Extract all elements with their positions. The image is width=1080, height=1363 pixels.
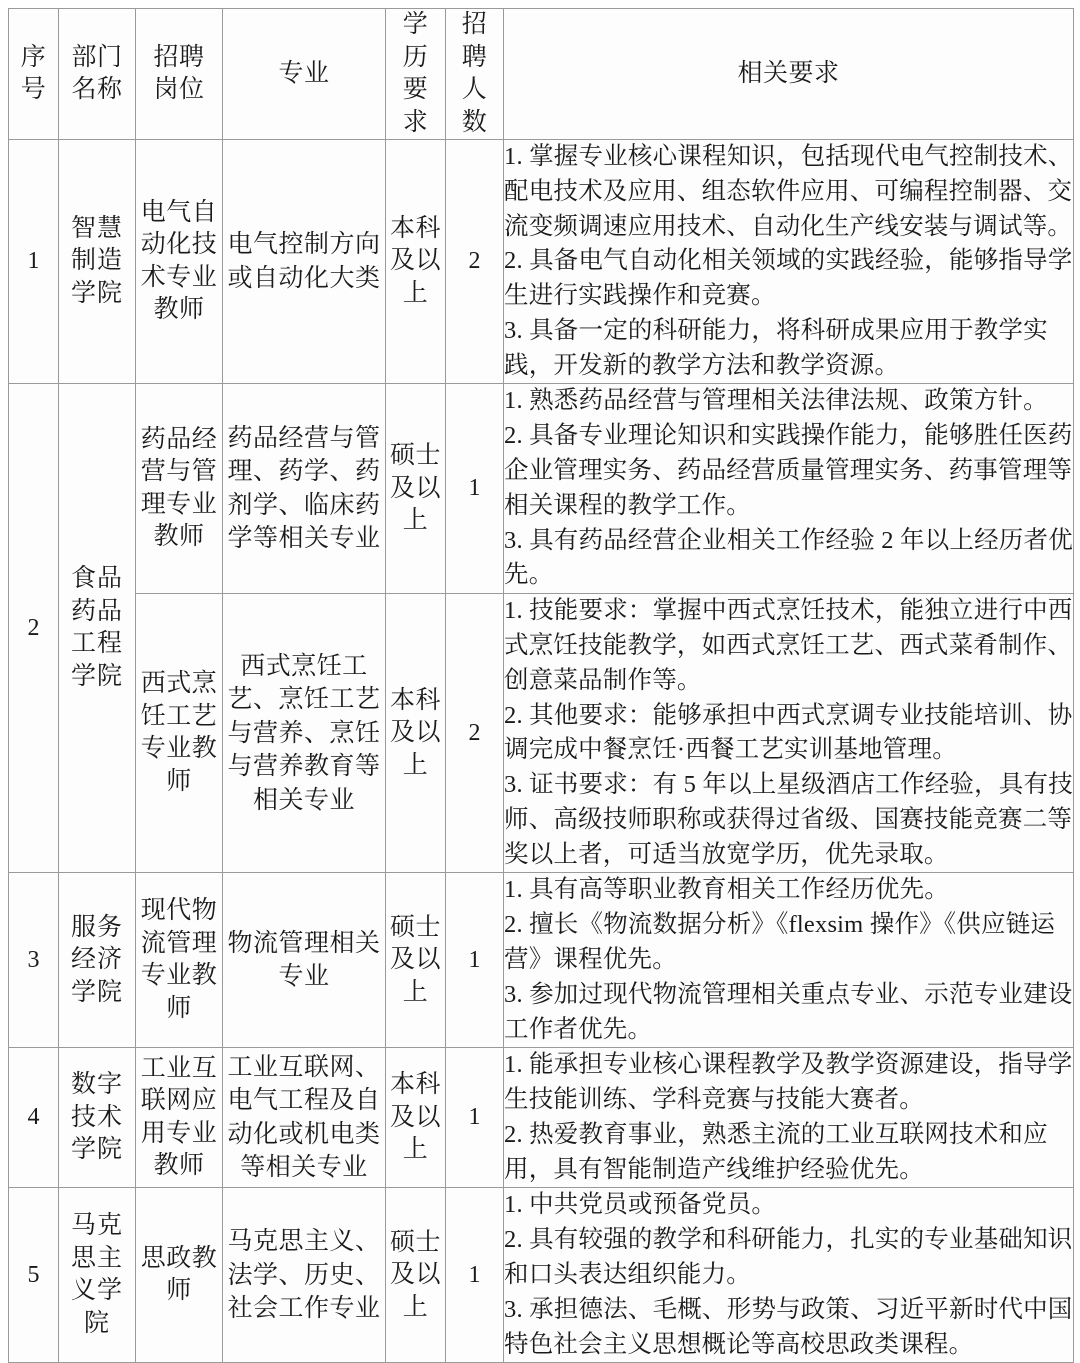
- cell-headcount: 1: [446, 1188, 504, 1363]
- recruitment-table: [8, 8, 1074, 1363]
- header-row: [9, 9, 1074, 140]
- table-row: [9, 1048, 1074, 1188]
- requirement-line: 2. 擅长《物流数据分析》《flexsim 操作》《供应链运营》课程优先。: [504, 911, 1056, 973]
- column-header-seq: [9, 9, 59, 140]
- cell-position: 电气自动化技术专业教师: [136, 140, 223, 384]
- requirement-line: 2. 具备电气自动化相关领域的实践经验，能够指导学生进行实践操作和竞赛。: [504, 247, 1073, 310]
- cell-requirements: [504, 140, 1074, 384]
- header-line: 求: [402, 108, 429, 136]
- cell-seq: 3: [9, 873, 59, 1048]
- cell-position: 工业互联网应用专业教师: [136, 1048, 223, 1188]
- header-line: 号: [20, 76, 47, 103]
- header-line: 学: [402, 11, 429, 38]
- requirement-line: 2. 具备专业理论知识和实践操作能力，能够胜任医药企业管理实务、药品经营质量管理实务、药事管理等相关课程的教学工作。: [504, 422, 1073, 519]
- cell-education: 本科及以上: [386, 594, 446, 873]
- table-row: [9, 140, 1074, 384]
- header-line: 名称: [71, 76, 123, 103]
- requirement-line: 3. 证书要求：有 5 年以上星级酒店工作经验，具有技师、高级技师职称或获得过省级、国赛技能竞赛二等奖以上者，可适当放宽学历，优先录取。: [504, 771, 1073, 868]
- cell-department: 服务经济学院: [59, 873, 136, 1048]
- cell-department: 数字技术学院: [59, 1048, 136, 1188]
- cell-requirements: [504, 594, 1074, 873]
- header-line: 要: [402, 76, 429, 103]
- header-line: 岗位: [153, 76, 205, 103]
- cell-education: 本科及以上: [386, 140, 446, 384]
- requirement-line: 2. 其他要求：能够承担中西式烹调专业技能培训、协调完成中餐烹饪·西餐工艺实训基地管理。: [504, 701, 1073, 764]
- cell-seq: 2: [9, 384, 59, 873]
- header-line: 相关要求: [737, 59, 840, 87]
- cell-education: 硕士及以上: [386, 873, 446, 1048]
- table-header: [9, 9, 1074, 140]
- cell-headcount: 1: [446, 1048, 504, 1188]
- header-line: 人: [461, 76, 488, 103]
- cell-seq: 1: [9, 140, 59, 384]
- requirement-line: 2. 热爱教育事业，熟悉主流的工业互联网技术和应用，具有智能制造产线维护经验优先。: [504, 1120, 1048, 1183]
- cell-education: 硕士及以上: [386, 384, 446, 594]
- cell-headcount: 2: [446, 140, 504, 384]
- cell-seq: 4: [9, 1048, 59, 1188]
- cell-headcount: 1: [446, 873, 504, 1048]
- column-header-major: [223, 9, 386, 140]
- table-body: [9, 140, 1074, 1363]
- requirement-line: 3. 承担德法、毛概、形势与政策、习近平新时代中国特色社会主义思想概论等高校思政类课程。: [504, 1295, 1073, 1358]
- cell-department: 马克思主义学院: [59, 1188, 136, 1363]
- cell-department: 食品药品工程学院: [59, 384, 136, 873]
- requirement-line: 3. 具备一定的科研能力，将科研成果应用于教学实践，开发新的教学方法和教学资源。: [504, 316, 1048, 379]
- requirement-line: 2. 具有较强的教学和科研能力，扎实的专业基础知识和口头表达组织能力。: [504, 1226, 1073, 1288]
- table-row: [9, 1188, 1074, 1363]
- requirement-line: 3. 具有药品经营企业相关工作经验 2 年以上经历者优先。: [504, 526, 1073, 589]
- column-header-position: [136, 9, 223, 140]
- cell-major: 西式烹饪工艺、烹饪工艺与营养、烹饪与营养教育等相关专业: [223, 594, 386, 873]
- requirement-line: 1. 能承担专业核心课程教学及教学资源建设，指导学生技能训练、学科竞赛与技能大赛者。: [504, 1051, 1073, 1114]
- header-line: 数: [461, 108, 488, 136]
- cell-requirements: [504, 384, 1074, 594]
- cell-headcount: 1: [446, 384, 504, 594]
- table-row: [9, 594, 1074, 873]
- column-header-education: [386, 9, 446, 140]
- cell-major: 物流管理相关专业: [223, 873, 386, 1048]
- requirement-line: 1. 具有高等职业教育相关工作经历优先。: [504, 876, 949, 904]
- cell-requirements: [504, 1188, 1074, 1363]
- cell-seq: 5: [9, 1188, 59, 1363]
- cell-position: 西式烹饪工艺专业教师: [136, 594, 223, 873]
- cell-department: 智慧制造学院: [59, 140, 136, 384]
- header-line: 专业: [278, 59, 330, 87]
- column-header-department: [59, 9, 136, 140]
- cell-position: 思政教师: [136, 1188, 223, 1363]
- cell-education: 本科及以上: [386, 1048, 446, 1188]
- cell-requirements: [504, 873, 1074, 1048]
- cell-major: 药品经营与管理、药学、药剂学、临床药学等相关专业: [223, 384, 386, 594]
- cell-headcount: 2: [446, 594, 504, 873]
- column-header-headcount: [446, 9, 504, 140]
- cell-requirements: [504, 1048, 1074, 1188]
- table-row: [9, 384, 1074, 594]
- cell-position: 药品经营与管理专业教师: [136, 384, 223, 594]
- cell-position: 现代物流管理专业教师: [136, 873, 223, 1048]
- requirement-line: 1. 掌握专业核心课程知识，包括现代电气控制技术、配电技术及应用、组态软件应用、可编程控制器、交流变频调速应用技术、自动化生产线安装与调试等。: [504, 143, 1073, 240]
- requirement-line: 1. 中共党员或预备党员。: [504, 1191, 777, 1219]
- header-line: 部门: [71, 43, 123, 71]
- table-row: [9, 873, 1074, 1048]
- header-line: 招聘: [153, 43, 205, 71]
- cell-major: 电气控制方向或自动化大类: [223, 140, 386, 384]
- requirement-line: 3. 参加过现代物流管理相关重点专业、示范专业建设工作者优先。: [504, 980, 1073, 1043]
- cell-major: 马克思主义、法学、历史、社会工作专业: [223, 1188, 386, 1363]
- header-line: 聘: [461, 43, 488, 71]
- requirement-line: 1. 熟悉药品经营与管理相关法律法规、政策方针。: [504, 387, 1048, 415]
- cell-education: 硕士及以上: [386, 1188, 446, 1363]
- header-line: 招: [461, 11, 488, 38]
- cell-major: 工业互联网、电气工程及自动化或机电类等相关专业: [223, 1048, 386, 1188]
- header-line: 序: [20, 43, 47, 71]
- header-line: 历: [402, 43, 429, 71]
- column-header-requirements: [504, 9, 1074, 140]
- requirement-line: 1. 技能要求：掌握中西式烹饪技术，能独立进行中西式烹饪技能教学，如西式烹饪工艺、西式菜肴制作、创意菜品制作等。: [504, 597, 1073, 694]
